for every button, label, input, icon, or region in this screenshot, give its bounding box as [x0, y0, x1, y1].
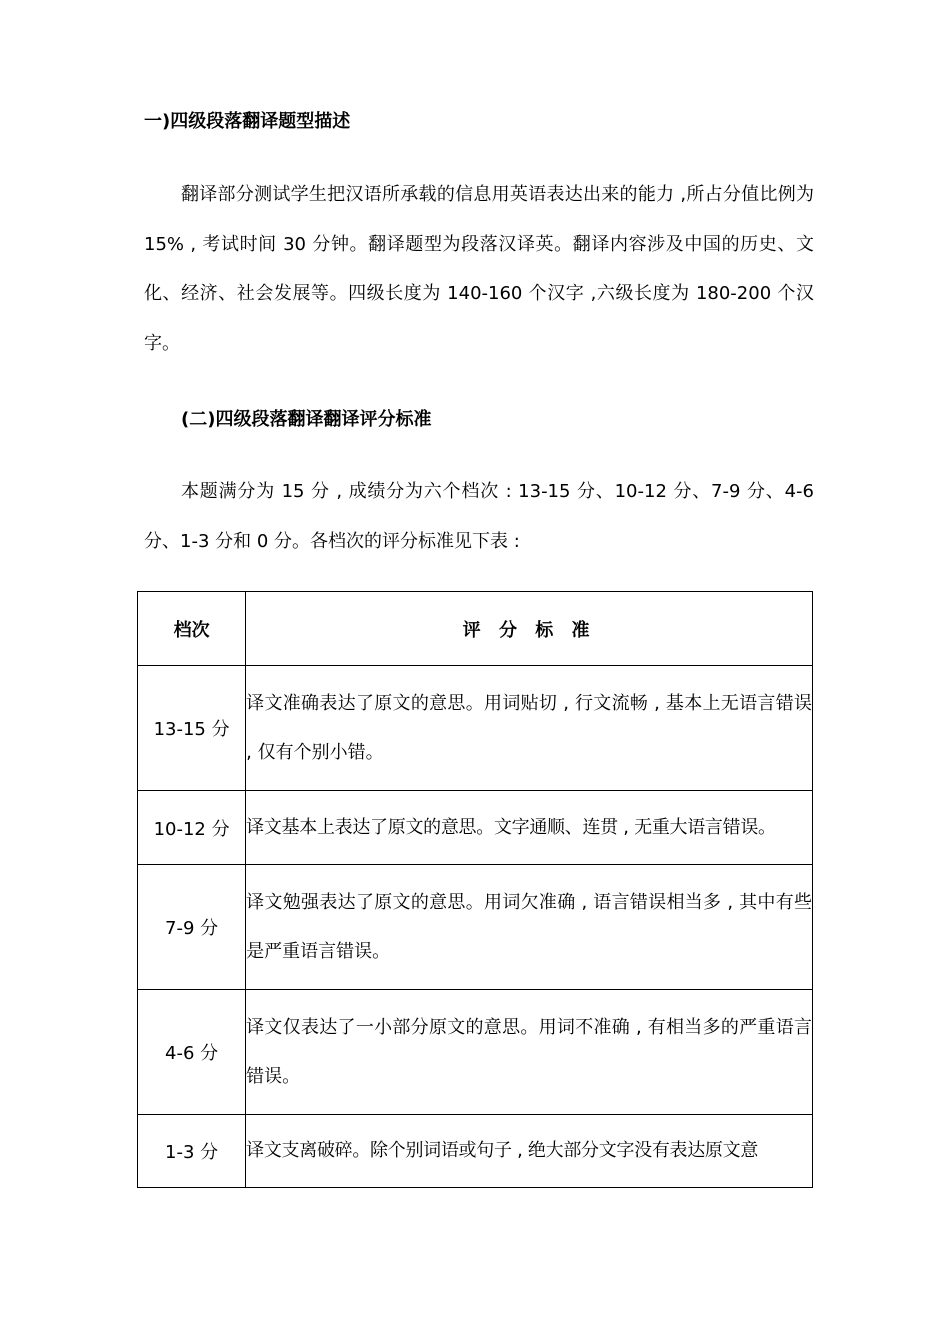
section-paragraph-1: 翻译部分测试学生把汉语所承载的信息用英语表达出来的能力 ,所占分值比例为 15% , 考试时间 30 分钟。翻译题型为段落汉译英。翻译内容涉及中国的历史、文化、经济、社会发展等。四级长度为 140-160 个汉字 ,六级长度为 180-200 个汉字。: [144, 184, 814, 354]
row-level: 1-3 分: [138, 1115, 246, 1188]
section-paragraph-2: 本题满分为 15 分 , 成绩分为六个档次 : 13-15 分、10-12 分、7-9 分、4-6 分、1-3 分和 0 分。各档次的评分标准见下表 :: [144, 481, 814, 552]
section-heading-2: (二)四级段落翻译翻译评分标准: [181, 409, 432, 430]
row-criteria: 译文基本上表达了原文的意思。文字通顺、连贯 , 无重大语言错误。: [246, 791, 813, 865]
row-level: 7-9 分: [138, 865, 246, 990]
row-criteria: 译文支离破碎。除个别词语或句子 , 绝大部分文字没有表达原文意: [246, 1115, 813, 1188]
header-level: 档次: [138, 592, 246, 666]
row-criteria: 译文勉强表达了原文的意思。用词欠准确 , 语言错误相当多 , 其中有些是严重语言错误。: [246, 865, 813, 990]
row-criteria: 译文仅表达了一小部分原文的意思。用词不准确 , 有相当多的严重语言错误。: [246, 990, 813, 1115]
header-criteria: 评 分 标 准: [246, 592, 813, 666]
table-row: [138, 791, 813, 865]
row-criteria: 译文准确表达了原文的意思。用词贴切 , 行文流畅 , 基本上无语言错误 , 仅有个别小错。: [246, 666, 813, 791]
table-row: [138, 666, 813, 791]
grading-table: [137, 591, 813, 1188]
section-heading-1: 一)四级段落翻译题型描述: [144, 111, 351, 132]
table-row: [138, 1115, 813, 1188]
row-level: 13-15 分: [138, 666, 246, 791]
table-row: [138, 865, 813, 990]
row-level: 4-6 分: [138, 990, 246, 1115]
table-header-row: [138, 592, 813, 666]
row-level: 10-12 分: [138, 791, 246, 865]
table-row: [138, 990, 813, 1115]
